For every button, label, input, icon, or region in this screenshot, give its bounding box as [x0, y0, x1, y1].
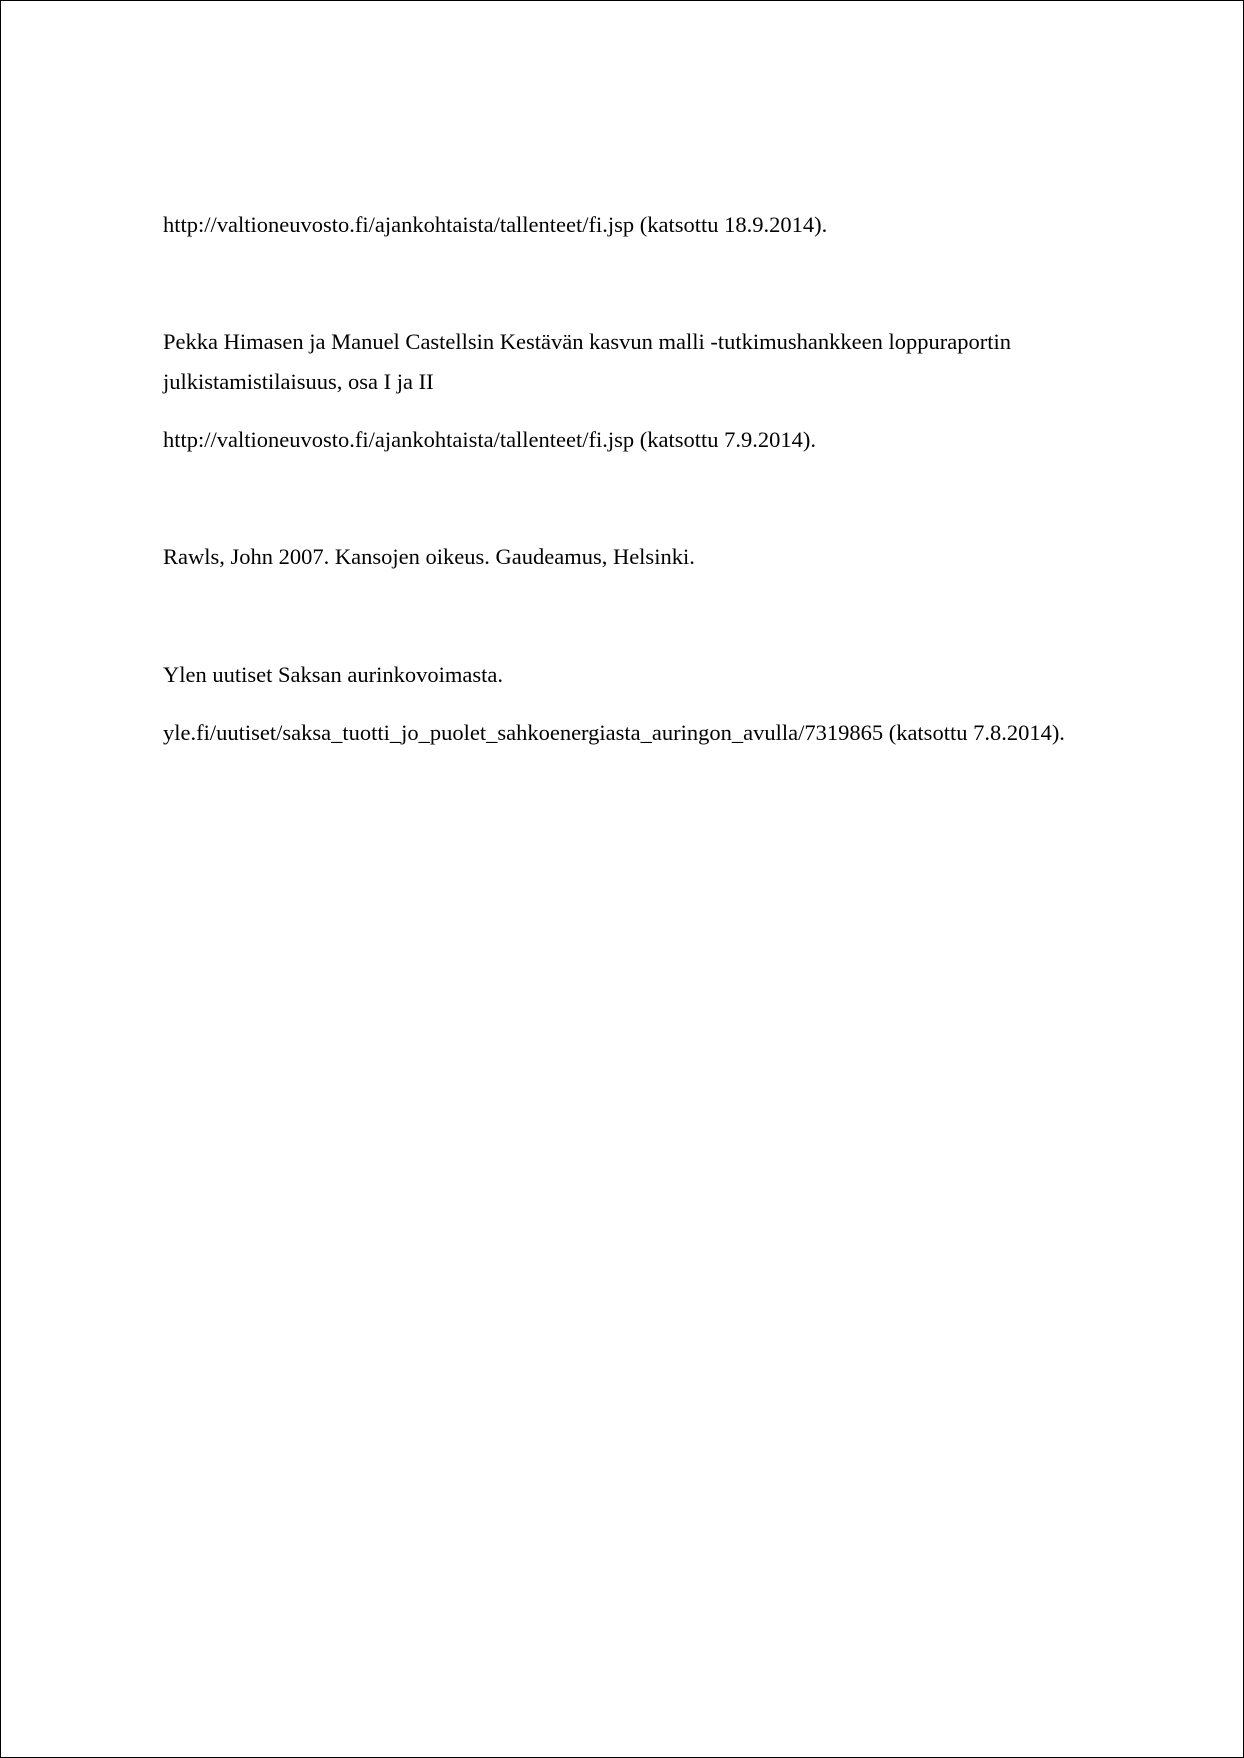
reference-yle-link: yle.fi/uutiset/saksa_tuotti_jo_puolet_sahkoenergiasta_auringon_avulla/7319865 (katsottu 7.8.2014).: [163, 720, 1065, 745]
reference-yle-title: Ylen uutiset Saksan aurinkovoimasta.: [163, 662, 503, 687]
reference-himanen-title-cont: julkistamistilaisuus, osa I ja II: [163, 369, 434, 394]
reference-valtioneuvosto-link: http://valtioneuvosto.fi/ajankohtaista/tallenteet/fi.jsp (katsottu 18.9.2014).: [163, 212, 828, 237]
reference-rawls: Rawls, John 2007. Kansojen oikeus. Gaudeamus, Helsinki.: [163, 544, 695, 569]
reference-himanen-link: http://valtioneuvosto.fi/ajankohtaista/tallenteet/fi.jsp (katsottu 7.9.2014).: [163, 427, 817, 452]
reference-himanen-title: Pekka Himasen ja Manuel Castellsin Kestävän kasvun malli -tutkimushankkeen loppuraportin: [163, 329, 1011, 354]
